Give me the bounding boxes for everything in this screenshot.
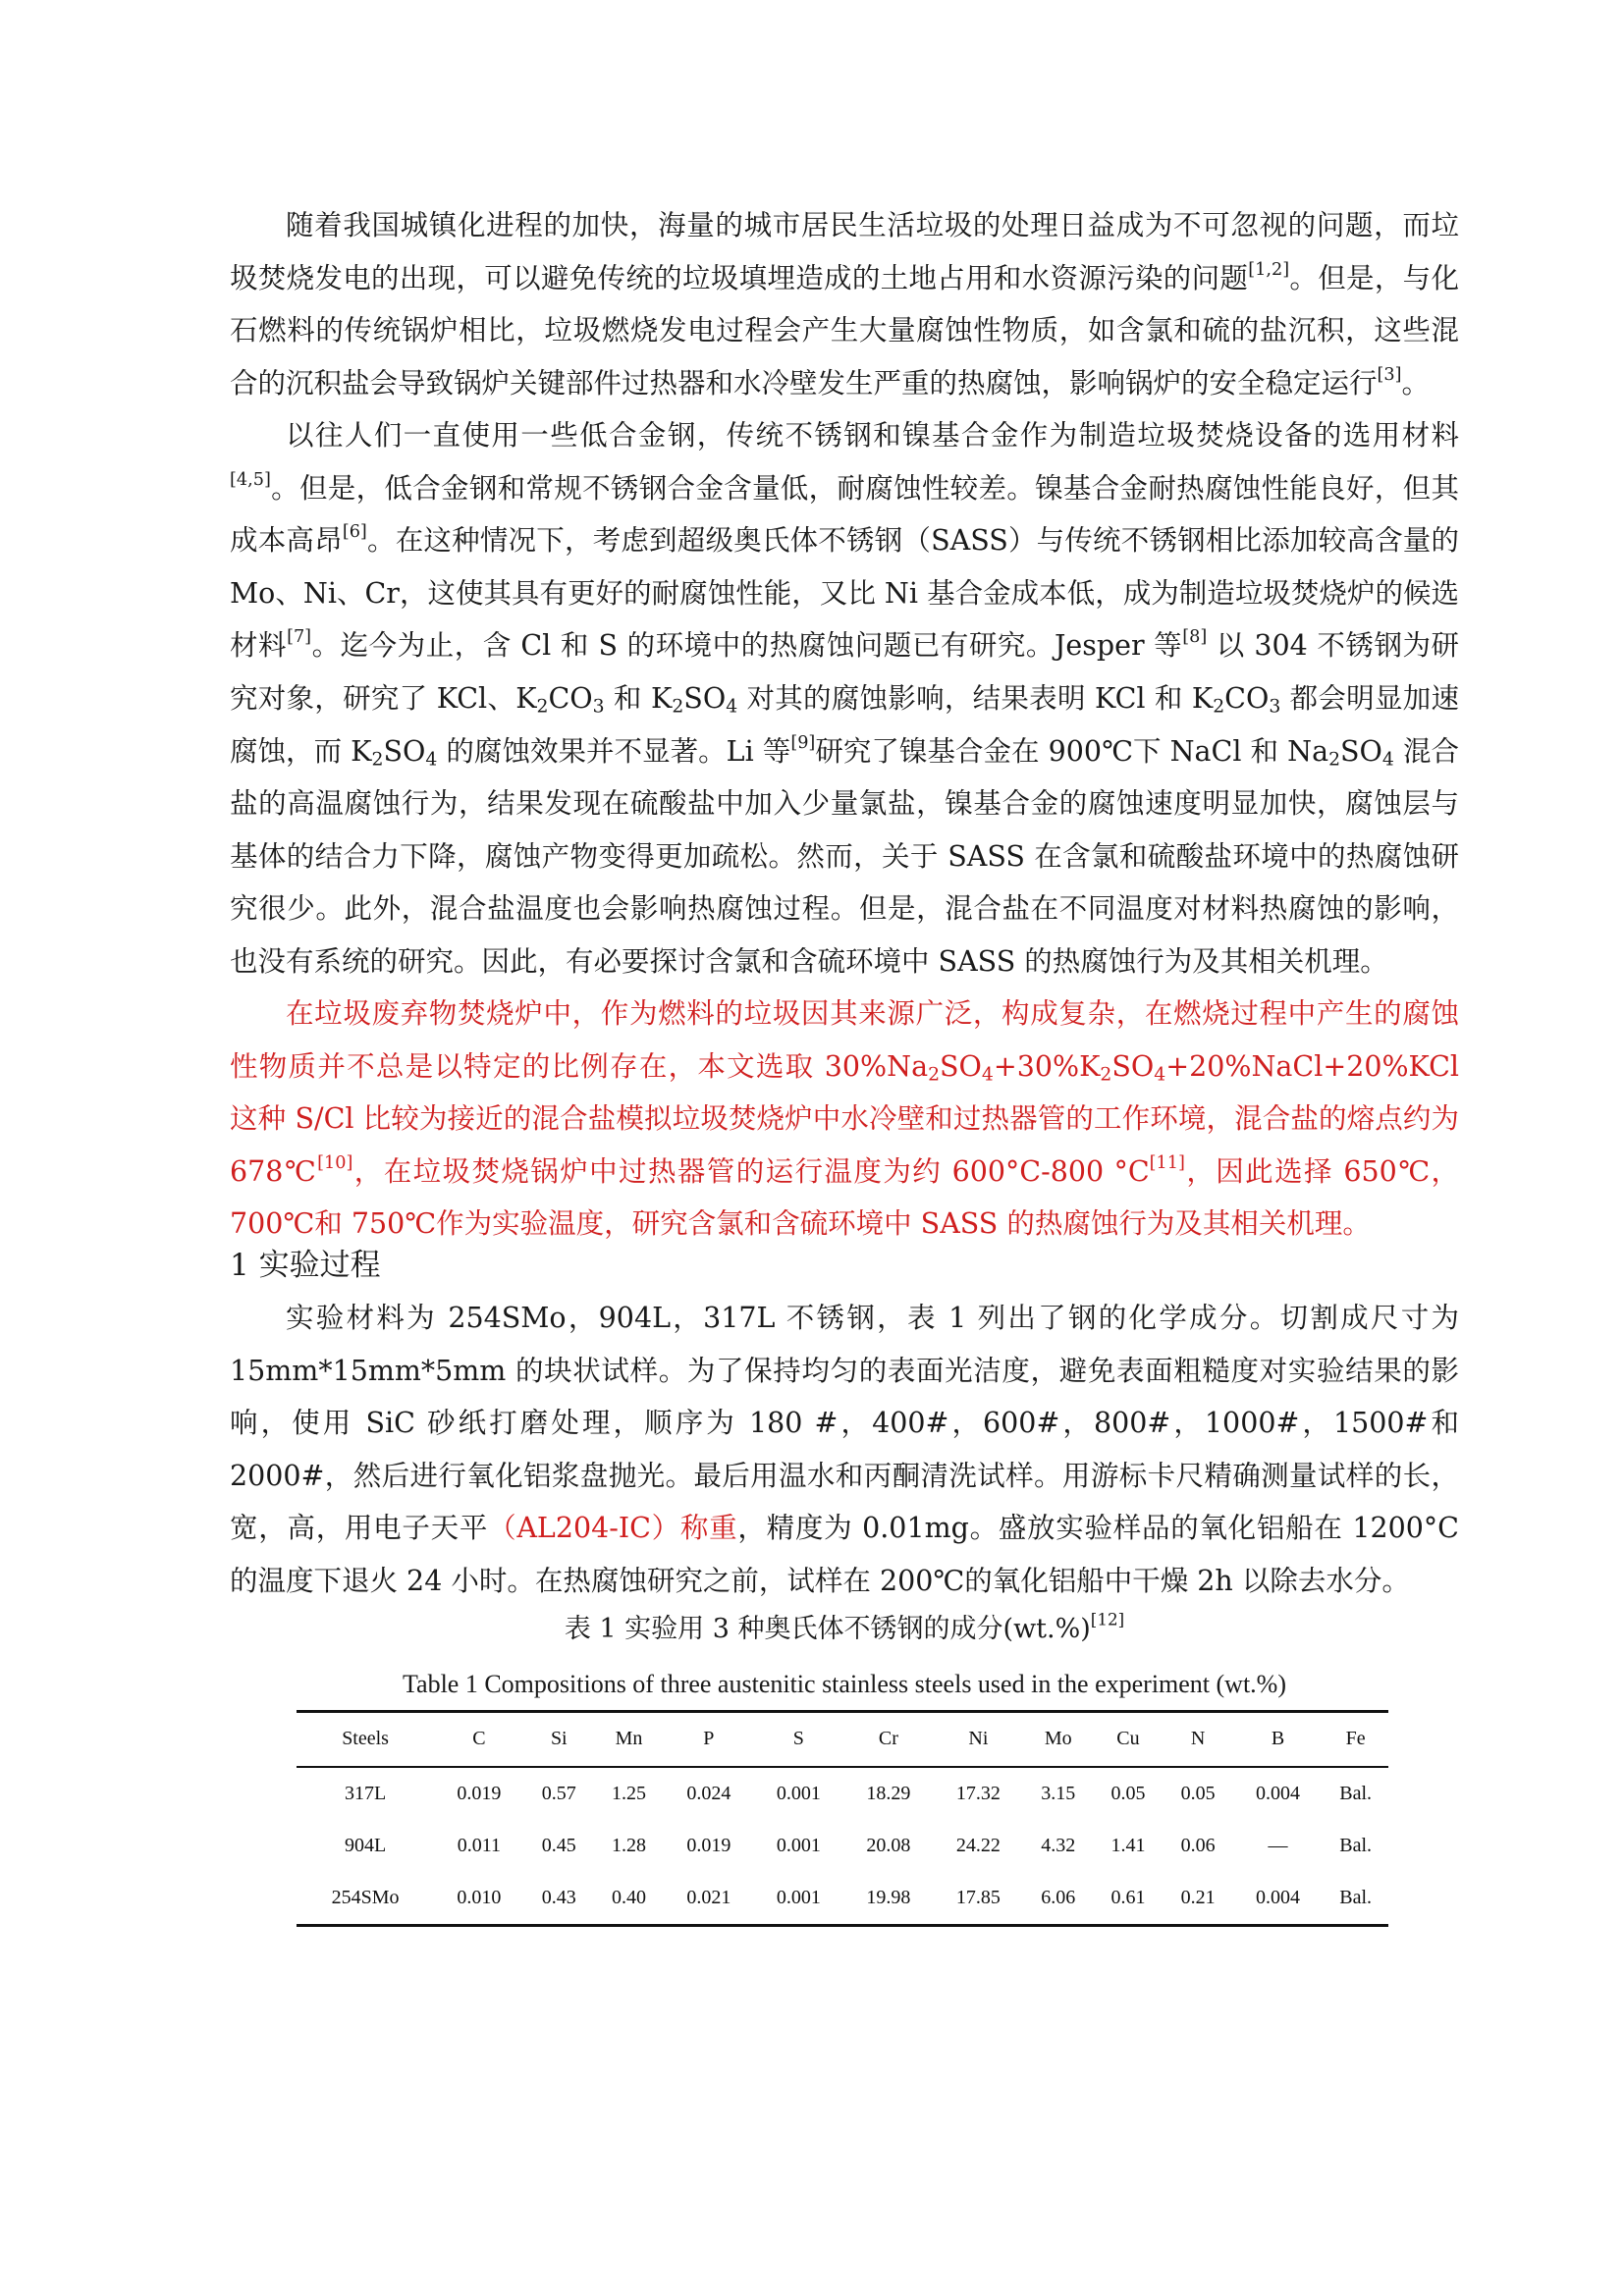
table-header-cell: S — [754, 1712, 844, 1767]
table-cell: 0.001 — [776, 1782, 821, 1804]
table-header-cell: Cr — [843, 1712, 934, 1767]
table-cell: 17.85 — [934, 1873, 1024, 1926]
table-cell: 20.08 — [866, 1835, 911, 1856]
table-cell: — — [1268, 1835, 1288, 1856]
table-cell: 0.024 — [686, 1782, 731, 1804]
table-cell: 0.001 — [776, 1835, 821, 1856]
citation: [11] — [1149, 1152, 1185, 1173]
table-cell: 0.21 — [1164, 1873, 1233, 1926]
table-header-cell: Fe — [1323, 1712, 1388, 1767]
table-header-cell: Steels — [297, 1712, 434, 1767]
table-row — [297, 1820, 1388, 1873]
table-caption-en: Table 1 Compositions of three austenitic stainless steels used in the experiment (wt.%) — [402, 1670, 1287, 1698]
table-cell: 0.61 — [1093, 1873, 1163, 1926]
table-row — [297, 1873, 1388, 1926]
citation: [9] — [790, 732, 816, 753]
citation: [4,5] — [230, 469, 271, 490]
table-header-cell: P — [664, 1712, 754, 1767]
table-header-row — [297, 1712, 1388, 1767]
table-row — [297, 1767, 1388, 1820]
table-cell: 0.05 — [1180, 1782, 1216, 1804]
table-cell: 18.29 — [866, 1782, 911, 1804]
table-cell: 19.98 — [843, 1873, 934, 1926]
table-cell: 6.06 — [1023, 1873, 1093, 1926]
table-cell: 17.32 — [955, 1782, 1001, 1804]
table-cell: 1.41 — [1110, 1835, 1146, 1856]
table-header-cell: B — [1233, 1712, 1324, 1767]
table-cell: 0.021 — [664, 1873, 754, 1926]
table-cell: 0.011 — [457, 1835, 502, 1856]
table-caption-cn: 表 1 实验用 3 种奥氏体不锈钢的成分(wt.%)[12] — [564, 1609, 1125, 1644]
table-cell: 904L — [344, 1835, 387, 1856]
citation: [8] — [1182, 627, 1208, 648]
table-cell: 0.57 — [541, 1782, 576, 1804]
table-cell: 1.25 — [611, 1782, 646, 1804]
table-cell: 0.004 — [1233, 1873, 1324, 1926]
table-header-cell: C — [434, 1712, 524, 1767]
paragraph-method-rationale: 在垃圾废弃物焚烧炉中，作为燃料的垃圾因其来源广泛，构成复杂，在燃烧过程中产生的腐蚀性物质并不总是以特定的比例存在，本文选取 $30\%Na_2SO_4+30\%K_2SO_4+20\%NaCl+20\%KCl$ 这种 S/Cl 比较为接近的混合盐模拟垃圾焚烧炉中水冷壁和过热器管的工作环境，混合盐的熔点约为 678℃[10]，在垃圾焚烧锅炉中过热器管的运行温度为约 600°C-800 °C[11]，因此选择 650℃，700℃和 750℃作为实验温度，研究含氯和含硫环境中 SASS 的热腐蚀行为及其相关机理。 — [230, 997, 1460, 1241]
citation: [7] — [287, 627, 312, 648]
paragraph-intro: 随着我国城镇化进程的加快，海量的城市居民生活垃圾的处理日益成为不可忽视的问题，而垃圾焚烧发电的出现，可以避免传统的垃圾填埋造成的土地占用和水资源污染的问题[1,2]。但是，与化石燃料的传统锅炉相比，垃圾燃烧发电过程会产生大量腐蚀性物质，如含氯和硫的盐沉积，这些混合的沉积盐会导致锅炉关键部件过热器和水冷壁发生严重的热腐蚀，影响锅炉的安全稳定运行[3]。 — [230, 209, 1459, 400]
table-cell: 1.28 — [611, 1835, 646, 1856]
citation: [1,2] — [1248, 259, 1290, 280]
table-cell: 24.22 — [955, 1835, 1001, 1856]
citation: [6] — [342, 521, 367, 542]
table-header-cell: Mn — [594, 1712, 664, 1767]
table-cell: 0.06 — [1180, 1835, 1216, 1856]
table-cell: Bal. — [1339, 1782, 1373, 1804]
table-cell: 4.32 — [1041, 1835, 1076, 1856]
table-cell: 0.004 — [1256, 1782, 1301, 1804]
table-cell: 0.010 — [434, 1873, 524, 1926]
section-heading: 1 实验过程 — [230, 1248, 381, 1283]
table-cell: 0.001 — [754, 1873, 844, 1926]
citation: [12] — [1090, 1609, 1125, 1629]
paragraph-experimental: 实验材料为 254SMo，904L，317L 不锈钢，表 1 列出了钢的化学成分。切割成尺寸为 15mm*15mm*5mm 的块状试样。为了保持均匀的表面光洁度，避免表面粗糙度对实验结果的影响，使用 SiC 砂纸打磨处理，顺序为 180 #，400#，600#，800#，1000#，1500#和 2000#，然后进行氧化铝浆盘抛光。最后用温水和丙酮清洗试样。用游标卡尺精确测量试样的长，宽，高，用电子天平（AL204-IC）称重，精度为 0.01mg。盛放实验样品的氧化铝船在 1200°C 的温度下退火 24 小时。在热腐蚀研究之前，试样在 200℃的氧化铝船中干燥 2h 以除去水分。 — [230, 1302, 1459, 1597]
composition-table — [297, 1710, 1388, 1927]
paragraph-background: 以往人们一直使用一些低合金钢，传统不锈钢和镍基合金作为制造垃圾焚烧设备的选用材料[4,5]。但是，低合金钢和常规不锈钢合金含量低，耐腐蚀性较差。镍基合金耐热腐蚀性能良好，但其成本高昂[6]。在这种情况下，考虑到超级奥氏体不锈钢（SASS）与传统不锈钢相比添加较高含量的Mo、Ni、Cr，这使其具有更好的耐腐蚀性能，又比 Ni 基合金成本低，成为制造垃圾焚烧炉的候选材料[7]。迄今为止，含 Cl 和 S 的环境中的热腐蚀问题已有研究。Jesper 等[8] 以 304 不锈钢为研究对象，研究了 KCl、$K_2CO_3$ 和 $K_2SO_4$ 对其的腐蚀影响，结果表明 KCl 和 $K_2CO_3$ 都会明显加速腐蚀，而 $K_2SO_4$ 的腐蚀效果并不显著。Li 等[9]研究了镍基合金在 900℃下 NaCl 和 $Na_2SO_4$ 混合盐的高温腐蚀行为，结果发现在硫酸盐中加入少量氯盐，镍基合金的腐蚀速度明显加快，腐蚀层与基体的结合力下降，腐蚀产物变得更加疏松。然而，关于 SASS 在含氯和硫酸盐环境中的热腐蚀研究很少。此外，混合盐温度也会影响热腐蚀过程。但是，混合盐在不同温度对材料热腐蚀的影响，也没有系统的研究。因此，有必要探讨含氯和含硫环境中 SASS 的热腐蚀行为及其相关机理。 — [230, 419, 1460, 978]
table-cell: 317L — [344, 1782, 387, 1804]
table-cell: 0.05 — [1110, 1782, 1146, 1804]
table-cell: 3.15 — [1041, 1782, 1076, 1804]
table-header-cell: N — [1164, 1712, 1233, 1767]
table-cell: Bal. — [1323, 1873, 1388, 1926]
table-header-cell: Mo — [1023, 1712, 1093, 1767]
table-cell: 0.43 — [524, 1873, 594, 1926]
table-cell: Bal. — [1339, 1835, 1373, 1856]
table-header-cell: Cu — [1093, 1712, 1163, 1767]
table-header-cell: Si — [524, 1712, 594, 1767]
table-cell: 0.40 — [594, 1873, 664, 1926]
citation: [10] — [317, 1152, 353, 1173]
table-cell: 0.019 — [686, 1835, 731, 1856]
table-cell: 0.45 — [541, 1835, 576, 1856]
table-header-cell: Ni — [934, 1712, 1024, 1767]
table-cell: 254SMo — [297, 1873, 434, 1926]
table-cell: 0.019 — [457, 1782, 502, 1804]
citation: [3] — [1377, 364, 1402, 385]
